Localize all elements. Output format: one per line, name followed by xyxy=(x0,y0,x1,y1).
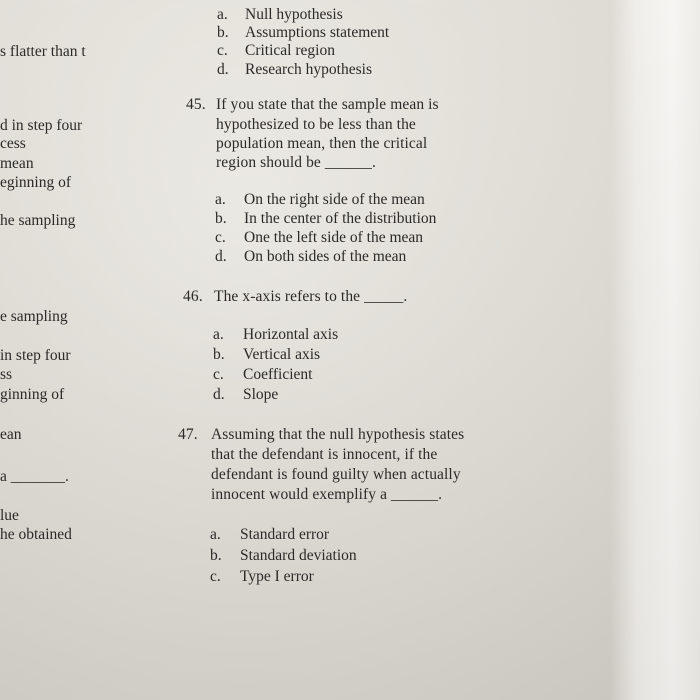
question-stem-line: population mean, then the critical xyxy=(216,135,428,152)
left-page-fragment: d in step four xyxy=(0,117,83,134)
question-number: 47. xyxy=(178,426,198,443)
option-text: Standard deviation xyxy=(240,547,357,564)
question-stem-line: hypothesized to be less than the xyxy=(216,116,416,133)
option-text: Type I error xyxy=(240,568,314,585)
left-page-fragment: s flatter than t xyxy=(0,43,86,60)
left-page-fragment: eginning of xyxy=(0,174,72,191)
option-text: Null hypothesis xyxy=(245,6,343,23)
option-text: Coefficient xyxy=(243,366,313,383)
left-page-fragment: in step four xyxy=(0,347,71,364)
option-text: On the right side of the mean xyxy=(244,191,425,208)
option-letter: a. xyxy=(217,6,228,23)
option-text: Slope xyxy=(243,386,279,403)
option-letter: a. xyxy=(213,326,224,343)
option-letter: c. xyxy=(217,42,228,59)
option-text: In the center of the distribution xyxy=(244,210,437,227)
option-text: Assumptions statement xyxy=(245,24,390,41)
option-letter: b. xyxy=(215,210,227,227)
question-stem-line: defendant is found guilty when actually xyxy=(211,466,461,483)
option-text: Research hypothesis xyxy=(245,61,372,78)
option-letter: c. xyxy=(215,229,226,246)
left-page-fragment: lue xyxy=(0,507,19,524)
question-number: 45. xyxy=(186,96,206,113)
question-stem-line: The x-axis refers to the _____. xyxy=(214,288,408,305)
left-page-fragment: a _______. xyxy=(0,468,69,485)
option-letter: c. xyxy=(210,568,221,585)
option-letter: d. xyxy=(217,61,229,78)
option-text: On both sides of the mean xyxy=(244,248,407,265)
option-letter: a. xyxy=(215,191,226,208)
left-page-fragment: ginning of xyxy=(0,386,65,403)
option-text: One the left side of the mean xyxy=(244,229,424,246)
left-page-fragment: e sampling xyxy=(0,308,68,325)
option-letter: b. xyxy=(217,24,229,41)
option-text: Horizontal axis xyxy=(243,326,339,343)
question-stem-line: If you state that the sample mean is xyxy=(216,96,439,113)
option-letter: d. xyxy=(213,386,225,403)
left-page-fragment: he obtained xyxy=(0,526,72,543)
option-text: Standard error xyxy=(240,526,330,543)
option-letter: b. xyxy=(210,547,222,564)
question-stem-line: Assuming that the null hypothesis states xyxy=(211,426,465,443)
question-stem-line: innocent would exemplify a ______. xyxy=(211,486,443,503)
question-stem-line: that the defendant is innocent, if the xyxy=(211,446,438,463)
question-number: 46. xyxy=(183,288,203,305)
question-stem-line: region should be ______. xyxy=(216,154,376,171)
left-page-fragment: he sampling xyxy=(0,212,76,229)
option-letter: a. xyxy=(210,526,221,543)
left-page-fragment: cess xyxy=(0,135,26,152)
option-text: Vertical axis xyxy=(243,346,321,363)
option-letter: c. xyxy=(213,366,224,383)
left-page-fragment: ean xyxy=(0,426,22,443)
option-text: Critical region xyxy=(245,42,335,59)
option-letter: d. xyxy=(215,248,227,265)
left-page-fragment: mean xyxy=(0,155,34,172)
option-letter: b. xyxy=(213,346,225,363)
left-page-fragment: ss xyxy=(0,366,13,383)
